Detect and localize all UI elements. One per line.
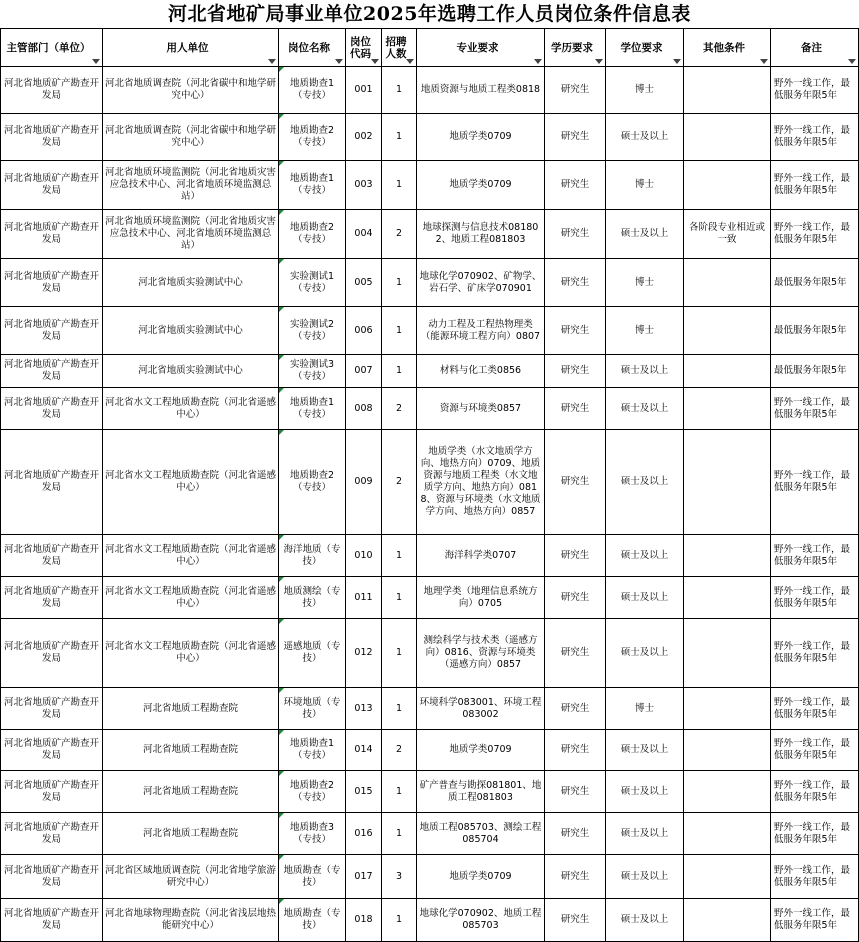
cell-note[interactable]: 野外一线工作，最低服务年限5年 [771,813,859,855]
cell-code[interactable]: 007 [346,355,382,388]
cell-post[interactable]: 地质测绘（专技） [279,577,346,619]
cell-post[interactable]: 环境地质（专技） [279,688,346,730]
cell-post[interactable]: 地质勘查3（专技） [279,813,346,855]
cell-unit[interactable]: 河北省地质调查院（河北省碳中和地学研究中心） [103,114,279,161]
cell-num[interactable]: 1 [382,355,417,388]
cell-other[interactable] [684,259,771,307]
cell-num[interactable]: 1 [382,307,417,355]
cell-num[interactable]: 1 [382,161,417,210]
cell-note[interactable]: 野外一线工作，最低服务年限5年 [771,210,859,259]
cell-dept[interactable]: 河北省地质矿产勘查开发局 [1,855,103,899]
cell-degree[interactable]: 博士 [606,688,684,730]
cell-num[interactable]: 3 [382,855,417,899]
cell-num[interactable]: 1 [382,813,417,855]
cell-post[interactable]: 实验测试2（专技） [279,307,346,355]
header-row [1,29,859,67]
cell-post[interactable]: 遥感地质（专技） [279,619,346,688]
cell-code[interactable]: 002 [346,114,382,161]
filter-dropdown-icon[interactable] [92,59,100,64]
cell-code[interactable]: 005 [346,259,382,307]
cell-post[interactable]: 地质勘查2（专技） [279,771,346,813]
cell-degree[interactable]: 硕士及以上 [606,388,684,430]
cell-dept[interactable]: 河北省地质矿产勘查开发局 [1,535,103,577]
cell-dept[interactable]: 河北省地质矿产勘查开发局 [1,388,103,430]
cell-note[interactable]: 最低服务年限5年 [771,259,859,307]
table-row [1,577,859,619]
cell-other[interactable] [684,899,771,942]
cell-dept[interactable]: 河北省地质矿产勘查开发局 [1,307,103,355]
table-row [1,855,859,899]
cell-code[interactable]: 017 [346,855,382,899]
table-row [1,114,859,161]
cell-dept[interactable]: 河北省地质矿产勘查开发局 [1,688,103,730]
cell-edu[interactable]: 研究生 [545,619,606,688]
cell-major[interactable]: 地质学类0709 [417,730,545,771]
table-row [1,388,859,430]
table-row [1,307,859,355]
cell-edu[interactable]: 研究生 [545,899,606,942]
header-major: 专业要求 [417,29,545,67]
cell-note[interactable]: 野外一线工作，最低服务年限5年 [771,161,859,210]
cell-note[interactable]: 野外一线工作，最低服务年限5年 [771,771,859,813]
cell-major[interactable]: 地质学类0709 [417,161,545,210]
page-title: 河北省地矿局事业单位2025年选聘工作人员岗位条件信息表 [168,3,691,25]
cell-degree[interactable]: 硕士及以上 [606,577,684,619]
cell-code[interactable]: 016 [346,813,382,855]
cell-note[interactable]: 野外一线工作，最低服务年限5年 [771,899,859,942]
cell-num[interactable]: 1 [382,535,417,577]
cell-note[interactable]: 野外一线工作，最低服务年限5年 [771,535,859,577]
filter-dropdown-icon[interactable] [673,59,681,64]
cell-degree[interactable]: 硕士及以上 [606,771,684,813]
table-row [1,813,859,855]
cell-degree[interactable]: 博士 [606,259,684,307]
cell-edu[interactable]: 研究生 [545,688,606,730]
filter-dropdown-icon[interactable] [534,59,542,64]
cell-degree[interactable]: 硕士及以上 [606,619,684,688]
cell-degree[interactable]: 博士 [606,67,684,114]
cell-dept[interactable]: 河北省地质矿产勘查开发局 [1,577,103,619]
cell-degree[interactable]: 硕士及以上 [606,899,684,942]
cell-post[interactable]: 地质勘查2（专技） [279,114,346,161]
cell-major[interactable]: 地质资源与地质工程类0818 [417,67,545,114]
cell-other[interactable] [684,730,771,771]
positions-table [0,28,859,942]
cell-major[interactable]: 地球化学070902、地质工程085703 [417,899,545,942]
cell-code[interactable]: 015 [346,771,382,813]
cell-unit[interactable]: 河北省地球物理勘查院（河北省浅层地热能研究中心） [103,899,279,942]
cell-major[interactable]: 环境科学083001、环境工程083002 [417,688,545,730]
cell-other[interactable] [684,688,771,730]
cell-other[interactable] [684,771,771,813]
filter-dropdown-icon[interactable] [848,59,856,64]
cell-num[interactable]: 1 [382,259,417,307]
cell-edu[interactable]: 研究生 [545,771,606,813]
cell-num[interactable]: 2 [382,210,417,259]
cell-unit[interactable]: 河北省地质实验测试中心 [103,355,279,388]
cell-unit[interactable]: 河北省地质工程勘查院 [103,813,279,855]
cell-unit[interactable]: 河北省地质调查院（河北省碳中和地学研究中心） [103,67,279,114]
cell-code[interactable]: 011 [346,577,382,619]
cell-num[interactable]: 1 [382,67,417,114]
cell-edu[interactable]: 研究生 [545,355,606,388]
cell-major[interactable]: 海洋科学类0707 [417,535,545,577]
cell-degree[interactable]: 硕士及以上 [606,355,684,388]
cell-code[interactable]: 003 [346,161,382,210]
cell-edu[interactable]: 研究生 [545,210,606,259]
cell-post[interactable]: 地质勘查2（专技） [279,210,346,259]
cell-post[interactable]: 实验测试3（专技） [279,355,346,388]
cell-num[interactable]: 2 [382,430,417,535]
cell-major[interactable]: 地理学类（地理信息系统方向）0705 [417,577,545,619]
cell-other[interactable] [684,388,771,430]
cell-major[interactable]: 地球探测与信息技术081802、地质工程081803 [417,210,545,259]
header-edu: 学历要求 [545,29,606,67]
cell-note[interactable]: 野外一线工作，最低服务年限5年 [771,730,859,771]
cell-note[interactable]: 野外一线工作，最低服务年限5年 [771,388,859,430]
cell-edu[interactable]: 研究生 [545,535,606,577]
cell-edu[interactable]: 研究生 [545,813,606,855]
table-body [1,67,859,942]
cell-unit[interactable]: 河北省地质环境监测院（河北省地质灾害应急技术中心、河北省地质环境监测总站） [103,210,279,259]
header-degree: 学位要求 [606,29,684,67]
header-code: 岗位代码 [346,29,382,67]
cell-other[interactable] [684,577,771,619]
table-row [1,355,859,388]
cell-other[interactable] [684,355,771,388]
cell-unit[interactable]: 河北省区域地质调查院（河北省地学旅游研究中心） [103,855,279,899]
table-row [1,430,859,535]
cell-dept[interactable]: 河北省地质矿产勘查开发局 [1,259,103,307]
cell-unit[interactable]: 河北省地质实验测试中心 [103,259,279,307]
cell-edu[interactable]: 研究生 [545,577,606,619]
cell-other[interactable] [684,535,771,577]
filter-dropdown-icon[interactable] [371,59,379,64]
cell-edu[interactable]: 研究生 [545,161,606,210]
cell-code[interactable]: 018 [346,899,382,942]
cell-major[interactable]: 地质学类0709 [417,855,545,899]
cell-edu[interactable]: 研究生 [545,855,606,899]
cell-code[interactable]: 013 [346,688,382,730]
cell-dept[interactable]: 河北省地质矿产勘查开发局 [1,730,103,771]
table-row [1,210,859,259]
cell-dept[interactable]: 河北省地质矿产勘查开发局 [1,67,103,114]
cell-code[interactable]: 006 [346,307,382,355]
table-row [1,535,859,577]
cell-major[interactable]: 动力工程及工程热物理类（能源环境工程方向）0807 [417,307,545,355]
cell-post[interactable]: 地质勘查1（专技） [279,67,346,114]
cell-note[interactable]: 最低服务年限5年 [771,355,859,388]
cell-post[interactable]: 地质勘查（专技） [279,899,346,942]
cell-post[interactable]: 海洋地质（专技） [279,535,346,577]
cell-other[interactable]: 各阶段专业相近或一致 [684,210,771,259]
table-row [1,899,859,942]
cell-num[interactable]: 2 [382,730,417,771]
cell-dept[interactable]: 河北省地质矿产勘查开发局 [1,619,103,688]
cell-post[interactable]: 地质勘查1（专技） [279,388,346,430]
cell-num[interactable]: 1 [382,577,417,619]
cell-other[interactable] [684,161,771,210]
cell-other[interactable] [684,619,771,688]
filter-dropdown-icon[interactable] [760,59,768,64]
table-row [1,730,859,771]
cell-unit[interactable]: 河北省地质工程勘查院 [103,730,279,771]
cell-degree[interactable]: 博士 [606,161,684,210]
cell-major[interactable]: 地质学类0709 [417,114,545,161]
header-num: 招聘人数 [382,29,417,67]
cell-unit[interactable]: 河北省水文工程地质勘查院（河北省遥感中心） [103,577,279,619]
cell-dept[interactable]: 河北省地质矿产勘查开发局 [1,161,103,210]
table-row [1,619,859,688]
cell-major[interactable]: 资源与环境类0857 [417,388,545,430]
cell-other[interactable] [684,114,771,161]
cell-post[interactable]: 地质勘查（专技） [279,855,346,899]
filter-dropdown-icon[interactable] [595,59,603,64]
table-row [1,67,859,114]
cell-degree[interactable]: 博士 [606,307,684,355]
cell-unit[interactable]: 河北省地质工程勘查院 [103,771,279,813]
cell-num[interactable]: 1 [382,114,417,161]
header-post: 岗位名称 [279,29,346,67]
cell-degree[interactable]: 硕士及以上 [606,210,684,259]
cell-dept[interactable]: 河北省地质矿产勘查开发局 [1,899,103,942]
cell-unit[interactable]: 河北省水文工程地质勘查院（河北省遥感中心） [103,388,279,430]
cell-major[interactable]: 测绘科学与技术类（遥感方向）0816、资源与环境类（遥感方向）0857 [417,619,545,688]
cell-note[interactable]: 野外一线工作，最低服务年限5年 [771,67,859,114]
cell-other[interactable] [684,855,771,899]
cell-code[interactable]: 010 [346,535,382,577]
cell-post[interactable]: 地质勘查1（专技） [279,161,346,210]
cell-note[interactable]: 野外一线工作，最低服务年限5年 [771,688,859,730]
cell-code[interactable]: 008 [346,388,382,430]
header-unit: 用人单位 [103,29,279,67]
cell-edu[interactable]: 研究生 [545,114,606,161]
cell-dept[interactable]: 河北省地质矿产勘查开发局 [1,210,103,259]
header-dept: 主管部门（单位） [1,29,103,67]
cell-dept[interactable]: 河北省地质矿产勘查开发局 [1,813,103,855]
cell-unit[interactable]: 河北省地质工程勘查院 [103,688,279,730]
cell-unit[interactable]: 河北省水文工程地质勘查院（河北省遥感中心） [103,535,279,577]
cell-edu[interactable]: 研究生 [545,730,606,771]
filter-dropdown-icon[interactable] [268,59,276,64]
cell-note[interactable]: 野外一线工作，最低服务年限5年 [771,114,859,161]
cell-code[interactable]: 001 [346,67,382,114]
cell-major[interactable]: 材料与化工类0856 [417,355,545,388]
table-row [1,161,859,210]
table-row [1,688,859,730]
cell-other[interactable] [684,813,771,855]
cell-code[interactable]: 004 [346,210,382,259]
cell-unit[interactable]: 河北省地质环境监测院（河北省地质灾害应急技术中心、河北省地质环境监测总站） [103,161,279,210]
cell-dept[interactable]: 河北省地质矿产勘查开发局 [1,114,103,161]
cell-other[interactable] [684,430,771,535]
cell-other[interactable] [684,67,771,114]
cell-degree[interactable]: 硕士及以上 [606,813,684,855]
cell-code[interactable]: 009 [346,430,382,535]
cell-edu[interactable]: 研究生 [545,259,606,307]
cell-edu[interactable]: 研究生 [545,307,606,355]
cell-major[interactable]: 矿产普查与勘探081801、地质工程081803 [417,771,545,813]
cell-degree[interactable]: 硕士及以上 [606,430,684,535]
cell-code[interactable]: 012 [346,619,382,688]
cell-post[interactable]: 地质勘查1（专技） [279,730,346,771]
cell-note[interactable]: 野外一线工作，最低服务年限5年 [771,577,859,619]
cell-num[interactable]: 2 [382,388,417,430]
cell-num[interactable]: 1 [382,619,417,688]
cell-unit[interactable]: 河北省水文工程地质勘查院（河北省遥感中心） [103,430,279,535]
cell-dept[interactable]: 河北省地质矿产勘查开发局 [1,771,103,813]
header-other: 其他条件 [684,29,771,67]
cell-unit[interactable]: 河北省地质实验测试中心 [103,307,279,355]
cell-note[interactable]: 最低服务年限5年 [771,307,859,355]
cell-post[interactable]: 实验测试1（专技） [279,259,346,307]
cell-major[interactable]: 地质工程085703、测绘工程085704 [417,813,545,855]
cell-degree[interactable]: 硕士及以上 [606,730,684,771]
cell-code[interactable]: 014 [346,730,382,771]
filter-dropdown-icon[interactable] [406,59,414,64]
cell-num[interactable]: 1 [382,899,417,942]
table-row [1,259,859,307]
cell-note[interactable]: 野外一线工作，最低服务年限5年 [771,430,859,535]
cell-edu[interactable]: 研究生 [545,430,606,535]
cell-degree[interactable]: 硕士及以上 [606,114,684,161]
cell-edu[interactable]: 研究生 [545,388,606,430]
cell-edu[interactable]: 研究生 [545,67,606,114]
cell-num[interactable]: 1 [382,771,417,813]
cell-dept[interactable]: 河北省地质矿产勘查开发局 [1,355,103,388]
cell-num[interactable]: 1 [382,688,417,730]
cell-post[interactable]: 地质勘查2（专技） [279,430,346,535]
cell-degree[interactable]: 硕士及以上 [606,855,684,899]
cell-note[interactable]: 野外一线工作，最低服务年限5年 [771,855,859,899]
cell-unit[interactable]: 河北省水文工程地质勘查院（河北省遥感中心） [103,619,279,688]
table-row [1,771,859,813]
cell-degree[interactable]: 硕士及以上 [606,535,684,577]
header-note: 备注 [771,29,859,67]
filter-dropdown-icon[interactable] [335,59,343,64]
cell-other[interactable] [684,307,771,355]
cell-major[interactable]: 地质学类（水文地质学方向、地热方向）0709、地质资源与地质工程类（水文地质学方向、地热方向）0818、资源与环境类（水文地质学方向、地热方向）0857 [417,430,545,535]
cell-note[interactable]: 野外一线工作，最低服务年限5年 [771,619,859,688]
cell-major[interactable]: 地球化学070902、矿物学、岩石学、矿床学070901 [417,259,545,307]
cell-dept[interactable]: 河北省地质矿产勘查开发局 [1,430,103,535]
